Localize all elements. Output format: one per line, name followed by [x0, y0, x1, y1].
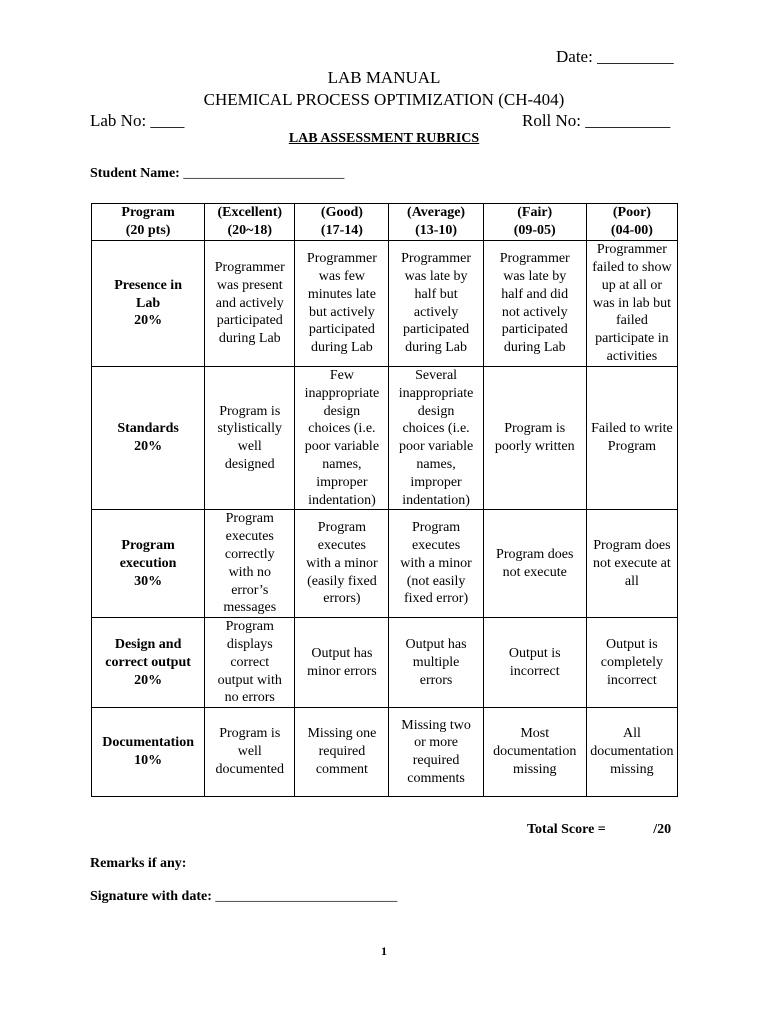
rubric-cell-fair: Output is incorrect	[483, 618, 586, 708]
rubric-cell-poor: Failed to write Program	[586, 367, 677, 510]
rubric-row-presence	[92, 241, 678, 367]
rubric-table	[91, 203, 678, 797]
rubric-cell-fair: Program is poorly written	[483, 367, 586, 510]
rubric-cell-fair: Program does not execute	[483, 510, 586, 618]
student-name-label: Student Name:	[90, 166, 180, 181]
rubric-cell-excellent: Program is well documented	[205, 708, 295, 797]
rubric-cell-average: Several inappropriate design choices (i.e. poor variable names, improper indentation)	[389, 367, 483, 510]
student-name-field	[90, 166, 344, 182]
total-score-max: /20	[653, 822, 672, 837]
rubric-cell-poor: All documentation missing	[586, 708, 677, 797]
rubric-cell-average: Output has multiple errors	[389, 618, 483, 708]
signature-blank: __________________________	[215, 889, 398, 904]
rubric-cell-fair: Most documentation missing	[483, 708, 586, 797]
rubric-cell-poor: Program does not execute at all	[586, 510, 677, 618]
signature-field	[90, 889, 397, 905]
criterion-cell: Documentation 10%	[92, 708, 205, 797]
roll-no-field: Roll No: __________	[522, 111, 671, 130]
student-name-blank: _______________________	[183, 166, 345, 181]
rubric-cell-good: Output has minor errors	[295, 618, 389, 708]
criterion-cell: Standards 20%	[92, 367, 205, 510]
signature-label: Signature with date:	[90, 889, 212, 904]
rubric-cell-fair: Programmer was late by half and did not actively participated during Lab	[483, 241, 586, 367]
date-field: Date: _________	[556, 47, 674, 66]
header-program: Program (20 pts)	[92, 204, 205, 241]
rubric-row-design-output	[92, 618, 678, 708]
rubric-cell-average: Programmer was late by half but actively participated during Lab	[389, 241, 483, 367]
lab-no-field: Lab No: ____	[90, 111, 185, 130]
rubric-cell-excellent: Program displays correct output with no errors	[205, 618, 295, 708]
rubric-cell-poor: Programmer failed to show up at all or was in lab but failed participate in activities	[586, 241, 677, 367]
total-score	[527, 822, 671, 838]
rubric-header-row	[92, 204, 678, 241]
remarks-label: Remarks if any:	[90, 856, 187, 871]
header-excellent: (Excellent) (20~18)	[205, 204, 295, 241]
criterion-cell: Presence in Lab 20%	[92, 241, 205, 367]
rubric-cell-excellent: Program is stylistically well designed	[205, 367, 295, 510]
rubric-cell-excellent: Program executes correctly with no error’s messages	[205, 510, 295, 618]
lab-manual-title: LAB MANUAL	[327, 68, 441, 87]
header-fair: (Fair) (09-05)	[483, 204, 586, 241]
total-score-label: Total Score =	[527, 822, 606, 837]
rubric-cell-average: Program executes with a minor (not easily fixed error)	[389, 510, 483, 618]
rubric-cell-average: Missing two or more required comments	[389, 708, 483, 797]
rubric-cell-excellent: Programmer was present and actively participated during Lab	[205, 241, 295, 367]
rubric-cell-poor: Output is completely incorrect	[586, 618, 677, 708]
rubric-row-execution	[92, 510, 678, 618]
header-average: (Average) (13-10)	[389, 204, 483, 241]
rubric-row-documentation	[92, 708, 678, 797]
rubric-row-standards	[92, 367, 678, 510]
rubric-cell-good: Programmer was few minutes late but actively participated during Lab	[295, 241, 389, 367]
header-poor: (Poor) (04-00)	[586, 204, 677, 241]
header-good: (Good) (17-14)	[295, 204, 389, 241]
rubric-cell-good: Few inappropriate design choices (i.e. poor variable names, improper indentation)	[295, 367, 389, 510]
course-title: CHEMICAL PROCESS OPTIMIZATION (CH-404)	[203, 90, 565, 109]
criterion-cell: Design and correct output 20%	[92, 618, 205, 708]
page-number: 1	[381, 944, 387, 958]
criterion-cell: Program execution 30%	[92, 510, 205, 618]
rubric-cell-good: Program executes with a minor (easily fixed errors)	[295, 510, 389, 618]
rubrics-heading: LAB ASSESSMENT RUBRICS	[288, 131, 480, 146]
rubric-cell-good: Missing one required comment	[295, 708, 389, 797]
